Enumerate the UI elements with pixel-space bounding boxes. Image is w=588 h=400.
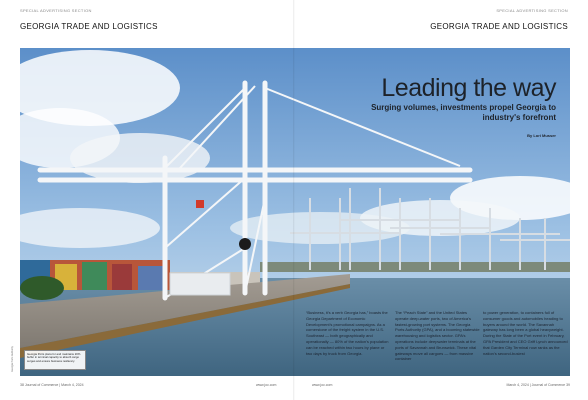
photo-caption: Georgia Ports plans for and maintains 20% buffer in terminal capacity to absorb cargo surges and ensure business resiliency.	[24, 350, 86, 370]
footer-left: 38 Journal of Commerce | March 4, 2024	[20, 383, 84, 387]
section-label-left: SPECIAL ADVERTISING SECTION	[20, 8, 92, 13]
footer-url-left[interactable]: www.joc.com	[256, 383, 277, 387]
page-gutter	[293, 0, 295, 400]
footer-right: March 4, 2024 | Journal of Commerce 39	[506, 383, 570, 387]
section-label-right: SPECIAL ADVERTISING SECTION	[496, 8, 568, 13]
photo-credit: Georgia Ports Authority	[11, 346, 14, 372]
article-byline: By Lori Musser	[527, 133, 556, 138]
section-title-right: GEORGIA TRADE AND LOGISTICS	[430, 22, 568, 31]
article-column-1: “Business, it’s a verb Georgia has,” boasts the Georgia Department of Economic Development’s promotional campaigns. As a cornerstone of the freight system in the U.S. Southeast — both geographically and operationally — 80% of the nation’s population can be reached within two hours by plane or two days by truck from Georgia.	[306, 310, 389, 356]
article-column-3: to power generation, to containers full of consumer goods and automobiles heading to buyers around the world. The Savannah gateway has long been a global heavyweight. During the State of the Port event in February, GPA President and CEO Griff Lynch announced that Garden City Terminal now ranks as the nation’s second-busiest	[483, 310, 568, 356]
article-column-2: The “Peach State” and the United States operate deep-water ports, two of America’s fastest-growing port systems. The Georgia Ports Authority (GPA), and a booming statewide warehousing and logistics sector. GPA’s operations include deepwater terminals at the ports of Savannah and Brunswick. These vital gateways move all cargoes — from massive container	[395, 310, 480, 362]
footer-url-right[interactable]: www.joc.com	[312, 383, 333, 387]
section-title-left: GEORGIA TRADE AND LOGISTICS	[20, 22, 158, 31]
article-subhead: Surging volumes, investments propel Georgia to industry's forefront	[371, 103, 556, 123]
article-headline: Leading the way	[381, 74, 556, 102]
